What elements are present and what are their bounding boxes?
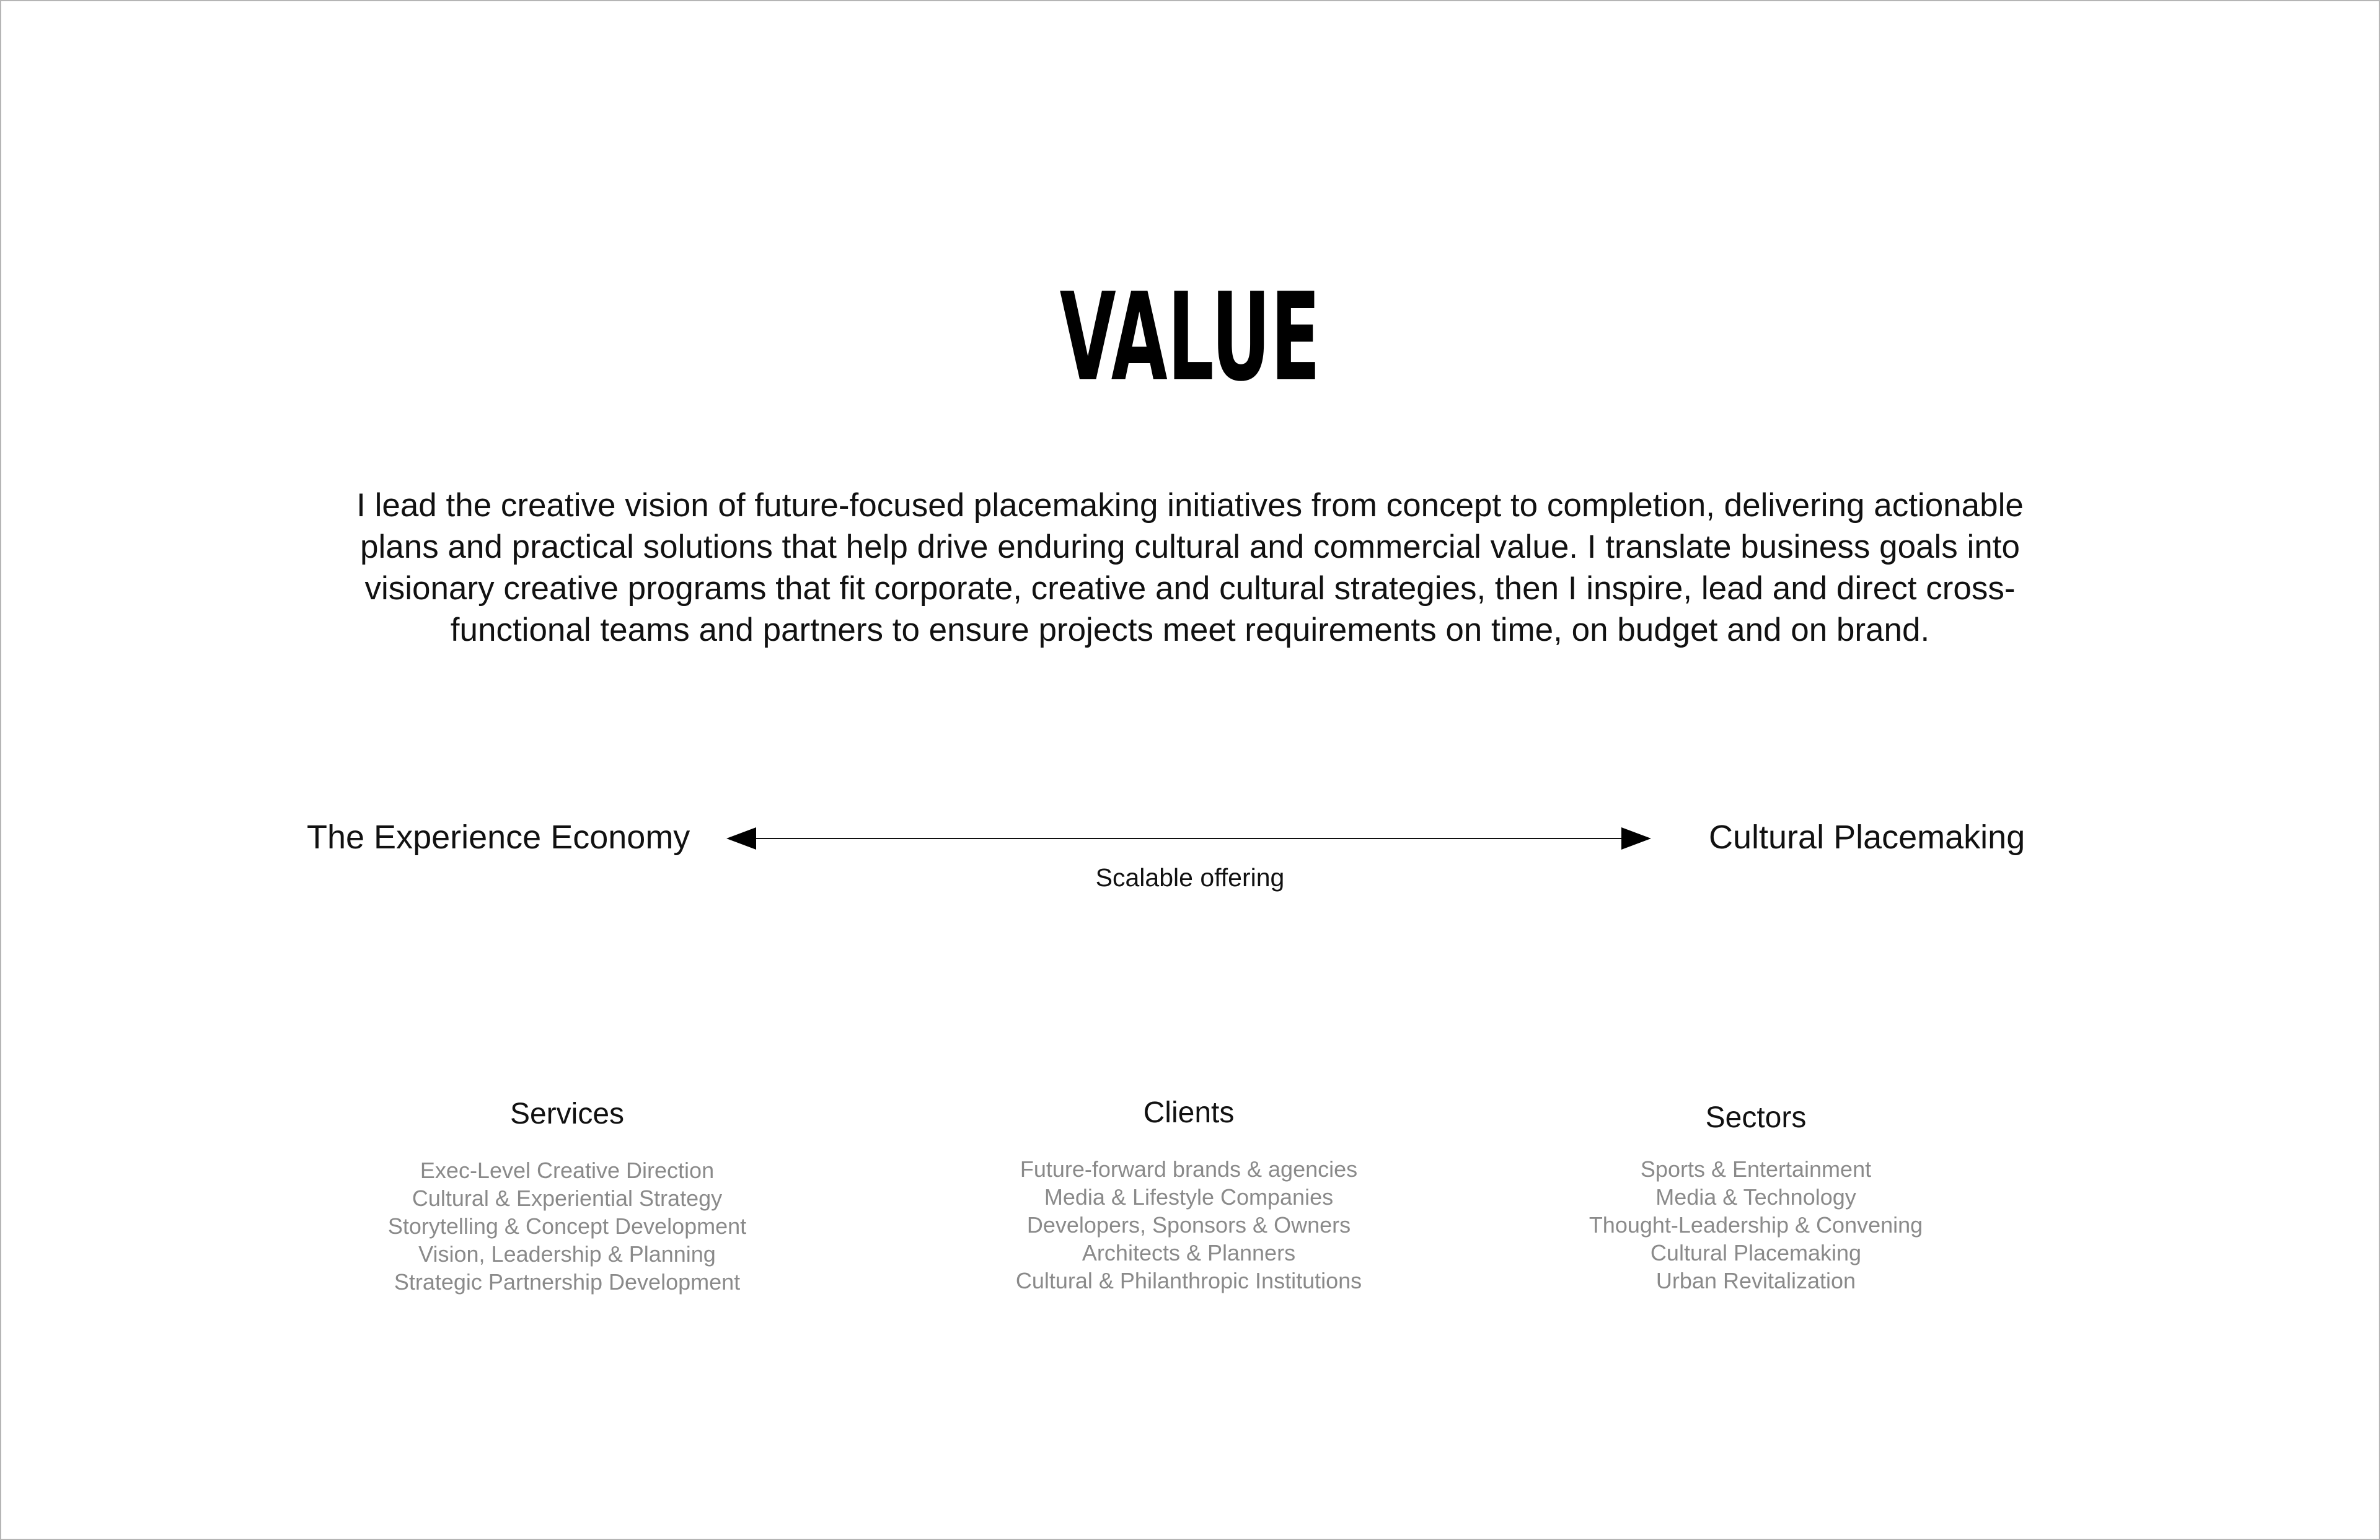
page-title: VALUE bbox=[1059, 267, 1321, 408]
sectors-title: Sectors bbox=[1705, 1101, 1807, 1134]
list-item: Sports & Entertainment bbox=[1640, 1156, 1872, 1182]
spectrum-right-label: Cultural Placemaking bbox=[1709, 819, 2025, 856]
list-item: Cultural & Philanthropic Institutions bbox=[1015, 1268, 1362, 1293]
arrow-caption: Scalable offering bbox=[1095, 863, 1285, 892]
list-item: Media & Technology bbox=[1655, 1184, 1856, 1210]
list-item: Developers, Sponsors & Owners bbox=[1026, 1212, 1351, 1238]
clients-column bbox=[953, 1094, 1424, 1295]
list-item: Architects & Planners bbox=[1082, 1240, 1296, 1265]
list-item: Strategic Partnership Development bbox=[394, 1269, 741, 1295]
sectors-column bbox=[1520, 1099, 1991, 1295]
list-item: Thought-Leadership & Convening bbox=[1589, 1212, 1923, 1238]
services-column bbox=[332, 1096, 803, 1296]
clients-list bbox=[953, 1155, 1424, 1295]
sectors-list bbox=[1520, 1155, 1991, 1295]
intro-paragraph: I lead the creative vision of future-focused placemaking initiatives from concept to completion, delivering actionable plans and practical solutions that help drive enduring cultural and commercial value. I translate business goals into visionary creative programs that fit corporate, creative and cultural strategies, then I inspire, lead and direct cross-functional teams and partners to ensure projects meet requirements on time, on budget and on brand. bbox=[356, 487, 2024, 648]
list-item: Exec-Level Creative Direction bbox=[420, 1158, 715, 1183]
list-item: Future-forward brands & agencies bbox=[1020, 1156, 1358, 1182]
list-item: Storytelling & Concept Development bbox=[387, 1213, 747, 1239]
list-item: Media & Lifestyle Companies bbox=[1044, 1184, 1334, 1210]
services-title: Services bbox=[509, 1098, 625, 1130]
services-list bbox=[332, 1156, 803, 1296]
list-item: Cultural Placemaking bbox=[1650, 1240, 1862, 1265]
list-item: Vision, Leadership & Planning bbox=[418, 1241, 716, 1267]
clients-title: Clients bbox=[1143, 1096, 1235, 1129]
list-item: Cultural & Experiential Strategy bbox=[412, 1186, 723, 1211]
spectrum-left-label: The Experience Economy bbox=[307, 819, 690, 856]
double-arrow-icon bbox=[726, 826, 1651, 851]
list-item: Urban Revitalization bbox=[1655, 1268, 1856, 1293]
